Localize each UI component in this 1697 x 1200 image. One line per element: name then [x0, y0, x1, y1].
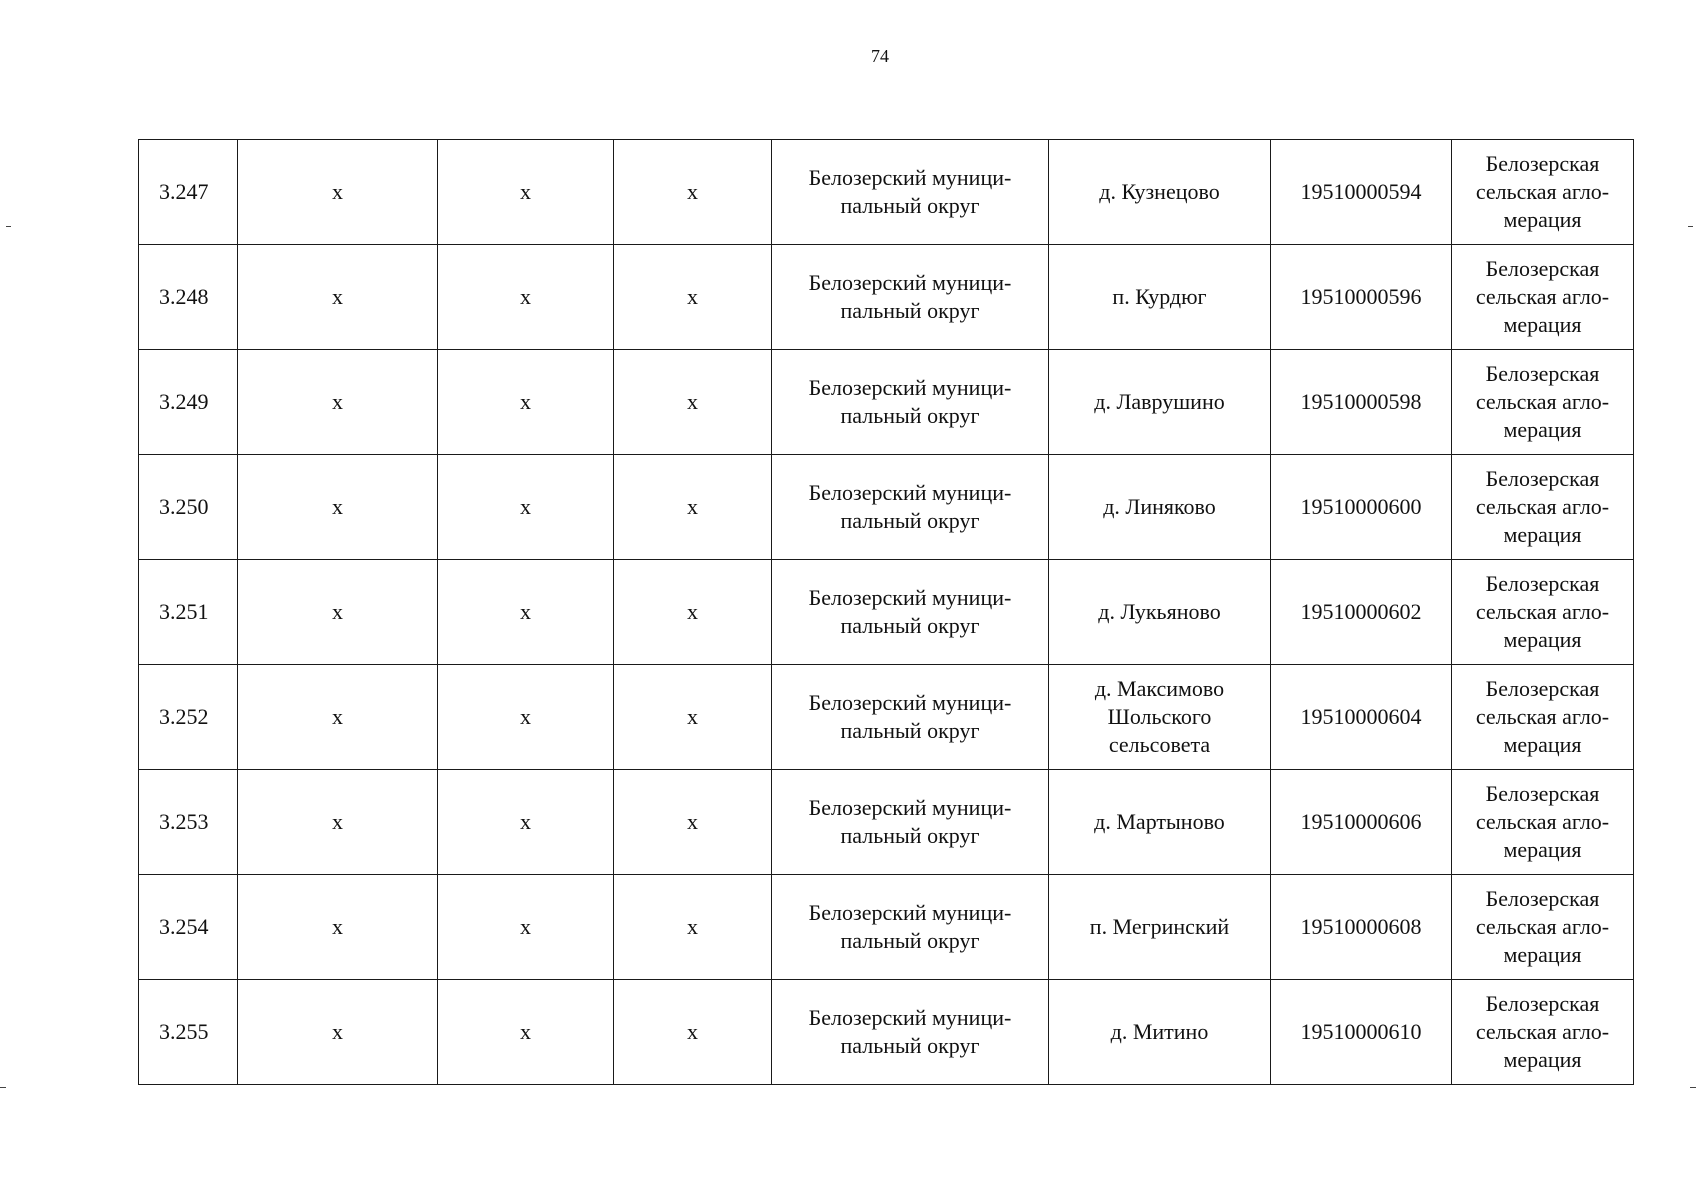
table-row	[139, 455, 1634, 560]
locality-cell: д. Митино	[1049, 980, 1271, 1085]
placeholder-cell-2: х	[438, 455, 614, 560]
table-row	[139, 770, 1634, 875]
row-number-cell: 3.249	[139, 350, 238, 455]
agglomeration-cell: Белозерская сельская агло- мерация	[1452, 980, 1634, 1085]
row-number-cell: 3.255	[139, 980, 238, 1085]
placeholder-cell-3: х	[614, 245, 772, 350]
placeholder-cell-2: х	[438, 350, 614, 455]
placeholder-cell-3: х	[614, 455, 772, 560]
placeholder-cell-2: х	[438, 665, 614, 770]
agglomeration-cell: Белозерская сельская агло- мерация	[1452, 350, 1634, 455]
locality-cell: д. Мартыново	[1049, 770, 1271, 875]
settlements-table	[138, 139, 1634, 1085]
placeholder-cell-2: х	[438, 245, 614, 350]
table-body	[139, 140, 1634, 1085]
agglomeration-cell: Белозерская сельская агло- мерация	[1452, 140, 1634, 245]
scan-edge-mark	[1688, 226, 1693, 227]
oktmo-code-cell: 19510000602	[1271, 560, 1452, 665]
locality-cell: д. Максимово Шольского сельсовета	[1049, 665, 1271, 770]
district-cell: Белозерский муници- пальный округ	[772, 245, 1049, 350]
page-number: 74	[871, 46, 889, 66]
table-row	[139, 665, 1634, 770]
placeholder-cell-3: х	[614, 875, 772, 980]
oktmo-code-cell: 19510000604	[1271, 665, 1452, 770]
table-row	[139, 980, 1634, 1085]
placeholder-cell-1: х	[238, 245, 438, 350]
table-row	[139, 560, 1634, 665]
oktmo-code-cell: 19510000608	[1271, 875, 1452, 980]
row-number-cell: 3.254	[139, 875, 238, 980]
placeholder-cell-3: х	[614, 770, 772, 875]
placeholder-cell-2: х	[438, 770, 614, 875]
district-cell: Белозерский муници- пальный округ	[772, 560, 1049, 665]
placeholder-cell-1: х	[238, 770, 438, 875]
table-row	[139, 875, 1634, 980]
row-number-cell: 3.248	[139, 245, 238, 350]
district-cell: Белозерский муници- пальный округ	[772, 350, 1049, 455]
locality-cell: п. Курдюг	[1049, 245, 1271, 350]
oktmo-code-cell: 19510000594	[1271, 140, 1452, 245]
district-cell: Белозерский муници- пальный округ	[772, 140, 1049, 245]
placeholder-cell-2: х	[438, 980, 614, 1085]
table-row	[139, 140, 1634, 245]
agglomeration-cell: Белозерская сельская агло- мерация	[1452, 770, 1634, 875]
district-cell: Белозерский муници- пальный округ	[772, 770, 1049, 875]
row-number-cell: 3.247	[139, 140, 238, 245]
district-cell: Белозерский муници- пальный округ	[772, 455, 1049, 560]
locality-cell: д. Кузнецово	[1049, 140, 1271, 245]
oktmo-code-cell: 19510000600	[1271, 455, 1452, 560]
district-cell: Белозерский муници- пальный округ	[772, 665, 1049, 770]
table-row	[139, 245, 1634, 350]
placeholder-cell-1: х	[238, 665, 438, 770]
placeholder-cell-3: х	[614, 140, 772, 245]
placeholder-cell-1: х	[238, 350, 438, 455]
placeholder-cell-2: х	[438, 875, 614, 980]
agglomeration-cell: Белозерская сельская агло- мерация	[1452, 875, 1634, 980]
row-number-cell: 3.251	[139, 560, 238, 665]
scan-edge-mark	[1690, 1087, 1696, 1088]
agglomeration-cell: Белозерская сельская агло- мерация	[1452, 560, 1634, 665]
locality-cell: д. Линяково	[1049, 455, 1271, 560]
placeholder-cell-3: х	[614, 560, 772, 665]
oktmo-code-cell: 19510000596	[1271, 245, 1452, 350]
oktmo-code-cell: 19510000606	[1271, 770, 1452, 875]
agglomeration-cell: Белозерская сельская агло- мерация	[1452, 455, 1634, 560]
scan-edge-mark	[0, 1087, 6, 1088]
table-row	[139, 350, 1634, 455]
placeholder-cell-1: х	[238, 875, 438, 980]
locality-cell: п. Мегринский	[1049, 875, 1271, 980]
placeholder-cell-2: х	[438, 140, 614, 245]
placeholder-cell-1: х	[238, 455, 438, 560]
locality-cell: д. Лаврушино	[1049, 350, 1271, 455]
locality-cell: д. Лукьяново	[1049, 560, 1271, 665]
placeholder-cell-1: х	[238, 980, 438, 1085]
oktmo-code-cell: 19510000598	[1271, 350, 1452, 455]
oktmo-code-cell: 19510000610	[1271, 980, 1452, 1085]
scan-edge-mark	[6, 226, 11, 227]
placeholder-cell-3: х	[614, 350, 772, 455]
placeholder-cell-3: х	[614, 980, 772, 1085]
placeholder-cell-1: х	[238, 140, 438, 245]
row-number-cell: 3.252	[139, 665, 238, 770]
district-cell: Белозерский муници- пальный округ	[772, 980, 1049, 1085]
placeholder-cell-3: х	[614, 665, 772, 770]
district-cell: Белозерский муници- пальный округ	[772, 875, 1049, 980]
placeholder-cell-2: х	[438, 560, 614, 665]
row-number-cell: 3.253	[139, 770, 238, 875]
agglomeration-cell: Белозерская сельская агло- мерация	[1452, 665, 1634, 770]
agglomeration-cell: Белозерская сельская агло- мерация	[1452, 245, 1634, 350]
row-number-cell: 3.250	[139, 455, 238, 560]
placeholder-cell-1: х	[238, 560, 438, 665]
